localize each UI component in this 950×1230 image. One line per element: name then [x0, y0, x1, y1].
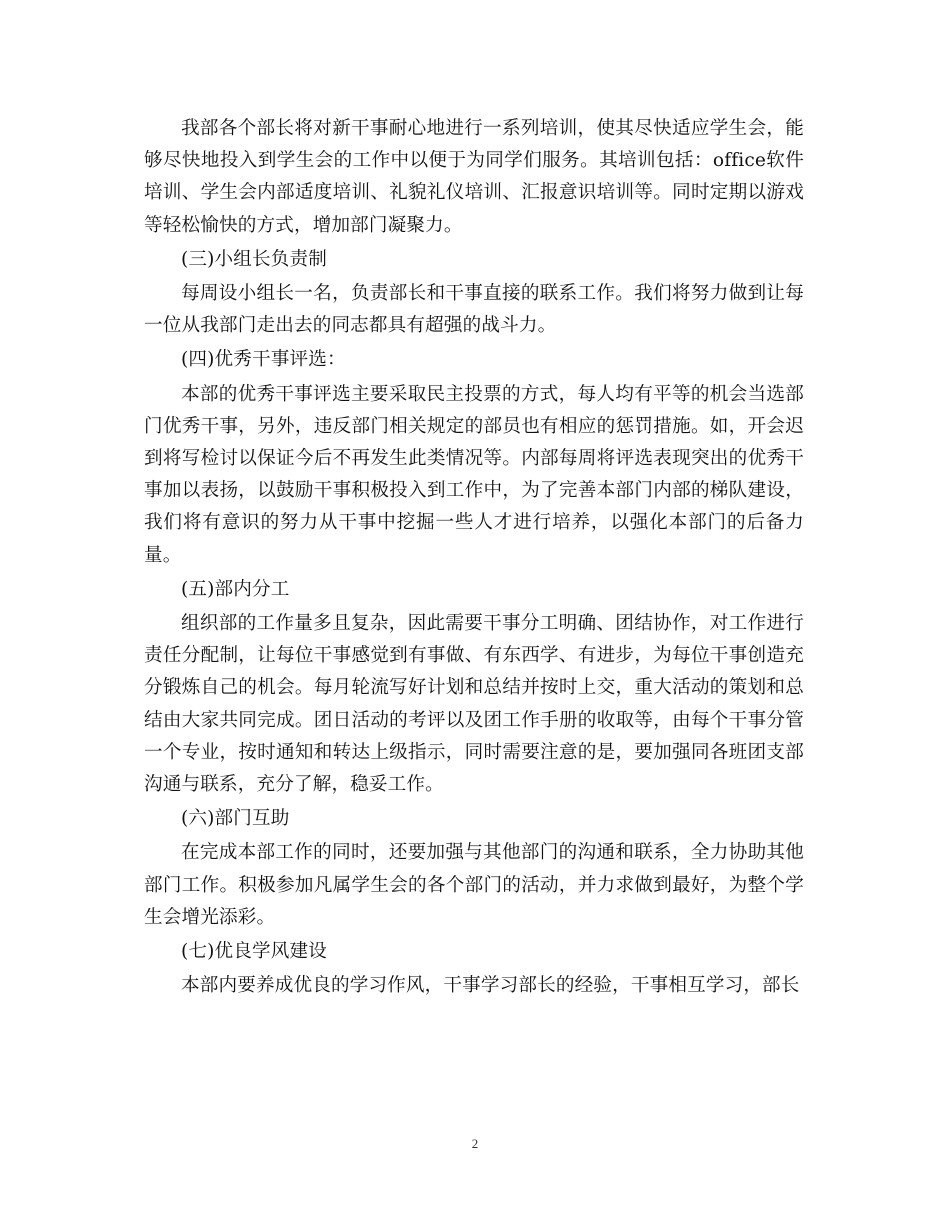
paragraph-group-leader: 每周设小组长一名，负责部长和干事直接的联系工作。我们将努力做到让每一位从我部门走出去的同志都具有超强的战斗力。	[144, 283, 804, 337]
page-number: 2	[471, 1136, 479, 1151]
section-heading-division-of-labor: (五)部内分工	[181, 578, 290, 600]
document-body	[144, 113, 804, 1002]
paragraph-training: 我部各个部长将对新干事耐心地进行一系列培训，使其尽快适应学生会，能够尽快地投入到学生会的工作中以便于为同学们服务。其培训包括：office软件培训、学生会内部适度培训、礼貌礼仪培训、汇报意识培训等。同时定期以游戏等轻松愉快的方式，增加部门凝聚力。	[144, 118, 804, 236]
section-heading-mutual-assistance: (六)部门互助	[181, 808, 290, 830]
paragraph-excellent-staff: 本部的优秀干事评选主要采取民主投票的方式，每人均有平等的机会当选部门优秀干事，另外，违反部门相关规定的部员也有相应的惩罚措施。如，开会迟到将写检讨以保证今后不再发生此类情况等。内部每周将评选表现突出的优秀干事加以表扬，以鼓励干事积极投入到工作中，为了完善本部门内部的梯队建设，我们将有意识的努力从干事中挖掘一些人才进行培养，以强化本部门的后备力量。	[144, 383, 804, 566]
paragraph-division-of-labor: 组织部的工作量多且复杂，因此需要干事分工明确、团结协作，对工作进行责任分配制，让每位干事感觉到有事做、有东西学、有进步，为每位干事创造充分锻炼自己的机会。每月轮流写好计划和总结并按时上交，重大活动的策划和总结由大家共同完成。团日活动的考评以及团工作手册的收取等，由每个干事分管一个专业，按时通知和转达上级指示，同时需要注意的是，要加强同各班团支部沟通与联系，充分了解，稳妥工作。	[144, 613, 804, 796]
paragraph-study-style: 本部内要养成优良的学习作风，干事学习部长的经验，干事相互学习，部长	[181, 975, 800, 997]
section-heading-study-style: (七)优良学风建设	[181, 941, 328, 963]
paragraph-mutual-assistance: 在完成本部工作的同时，还要加强与其他部门的沟通和联系，全力协助其他部门工作。积极参加凡属学生会的各个部门的活动，并力求做到最好，为整个学生会增光添彩。	[144, 842, 804, 928]
section-heading-excellent-staff: (四)优秀干事评选：	[181, 349, 346, 371]
section-heading-group-leader: (三)小组长负责制	[181, 248, 328, 270]
